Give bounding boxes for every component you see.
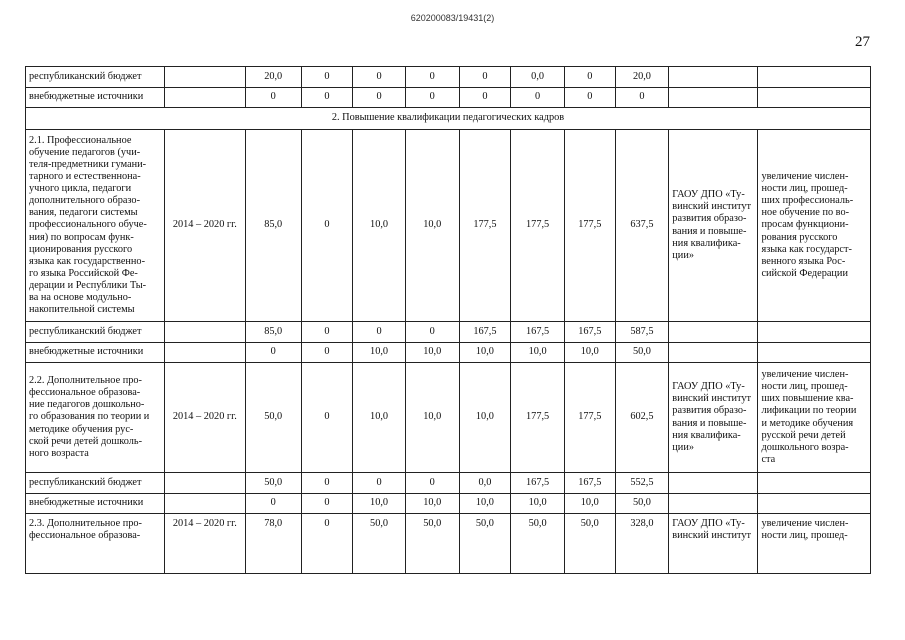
value-2018-cell: 0 (459, 67, 511, 88)
value-2018-cell: 167,5 (459, 322, 511, 343)
period-cell: 2014 – 2020 гг. (164, 130, 245, 322)
total-2014-cell: 0 (245, 494, 301, 514)
total-2014-cell: 85,0 (245, 322, 301, 343)
table-row (26, 343, 871, 363)
value-2016-cell: 0 (353, 473, 406, 494)
value-2017-cell: 10,0 (405, 494, 459, 514)
program-activities-table (25, 66, 871, 574)
table-row (26, 130, 871, 322)
period-cell (164, 343, 245, 363)
activity-name-cell: внебюджетные источники (26, 88, 165, 108)
value-2015-cell: 0 (301, 88, 353, 108)
value-2017-cell: 0 (405, 88, 459, 108)
value-2015-cell: 0 (301, 343, 353, 363)
expected-result-cell (758, 88, 871, 108)
expected-result-cell (758, 67, 871, 88)
executor-cell: ГАОУ ДПО «Ту- винский институт (669, 514, 758, 574)
table-row (26, 322, 871, 343)
table-row (26, 88, 871, 108)
total-cell: 328,0 (615, 514, 669, 574)
value-2017-cell: 0 (405, 473, 459, 494)
value-2017-cell: 10,0 (405, 363, 459, 473)
section-title: 2. Повышение квалификации педагогических кадров (26, 108, 871, 130)
total-2014-cell: 50,0 (245, 473, 301, 494)
table-row (26, 494, 871, 514)
total-cell: 0 (615, 88, 669, 108)
expected-result-cell (758, 343, 871, 363)
value-2020-cell: 167,5 (564, 322, 615, 343)
table-row (26, 473, 871, 494)
activity-name-cell: внебюджетные источники (26, 343, 165, 363)
value-2018-cell: 10,0 (459, 343, 511, 363)
executor-cell (669, 343, 758, 363)
section-header-row (26, 108, 871, 130)
value-2016-cell: 10,0 (353, 363, 406, 473)
period-cell (164, 473, 245, 494)
value-2016-cell: 10,0 (353, 343, 406, 363)
total-2014-cell: 0 (245, 343, 301, 363)
value-2018-cell: 50,0 (459, 514, 511, 574)
total-2014-cell: 20,0 (245, 67, 301, 88)
expected-result-cell: увеличение числен- ности лиц, прошед- ших профессиональ- ное обучение по во- просам функциони- рования русского языка как государст- венного языка Рос- сийской Федерации (758, 130, 871, 322)
activity-name-cell: республиканский бюджет (26, 67, 165, 88)
total-cell: 50,0 (615, 494, 669, 514)
value-2016-cell: 10,0 (353, 494, 406, 514)
expected-result-cell (758, 322, 871, 343)
value-2015-cell: 0 (301, 473, 353, 494)
value-2019-cell: 10,0 (511, 494, 565, 514)
value-2016-cell: 50,0 (353, 514, 406, 574)
period-cell (164, 322, 245, 343)
value-2016-cell: 0 (353, 322, 406, 343)
value-2015-cell: 0 (301, 494, 353, 514)
period-cell (164, 88, 245, 108)
activity-name-cell: республиканский бюджет (26, 322, 165, 343)
total-cell: 20,0 (615, 67, 669, 88)
expected-result-cell: увеличение числен- ности лиц, прошед- ших повышение ква- лификации по теории и методике обучения русской речи детей дошкольного возра- ста (758, 363, 871, 473)
value-2020-cell: 177,5 (564, 363, 615, 473)
value-2019-cell: 10,0 (511, 343, 565, 363)
value-2016-cell: 10,0 (353, 130, 406, 322)
total-2014-cell: 50,0 (245, 363, 301, 473)
value-2019-cell: 0 (511, 88, 565, 108)
table-row (26, 514, 871, 574)
activity-name-cell: 2.3. Дополнительное про- фессиональное образова- (26, 514, 165, 574)
total-cell: 50,0 (615, 343, 669, 363)
value-2018-cell: 10,0 (459, 494, 511, 514)
table-row (26, 67, 871, 88)
value-2019-cell: 167,5 (511, 322, 565, 343)
value-2015-cell: 0 (301, 363, 353, 473)
expected-result-cell: увеличение числен- ности лиц, прошед- (758, 514, 871, 574)
value-2018-cell: 177,5 (459, 130, 511, 322)
value-2015-cell: 0 (301, 322, 353, 343)
value-2020-cell: 0 (564, 88, 615, 108)
total-cell: 587,5 (615, 322, 669, 343)
value-2019-cell: 177,5 (511, 363, 565, 473)
activity-name-cell: республиканский бюджет (26, 473, 165, 494)
value-2020-cell: 10,0 (564, 343, 615, 363)
total-cell: 637,5 (615, 130, 669, 322)
value-2017-cell: 10,0 (405, 343, 459, 363)
total-cell: 552,5 (615, 473, 669, 494)
executor-cell (669, 322, 758, 343)
value-2020-cell: 10,0 (564, 494, 615, 514)
executor-cell (669, 67, 758, 88)
executor-cell (669, 494, 758, 514)
executor-cell (669, 88, 758, 108)
value-2020-cell: 0 (564, 67, 615, 88)
value-2017-cell: 50,0 (405, 514, 459, 574)
value-2018-cell: 0 (459, 88, 511, 108)
document-id: 620200083/19431(2) (410, 13, 495, 23)
period-cell (164, 67, 245, 88)
value-2015-cell: 0 (301, 67, 353, 88)
value-2020-cell: 50,0 (564, 514, 615, 574)
executor-cell: ГАОУ ДПО «Ту- винский институт развития образо- вания и повыше- ния квалифика- ции» (669, 363, 758, 473)
value-2018-cell: 10,0 (459, 363, 511, 473)
value-2016-cell: 0 (353, 67, 406, 88)
executor-cell: ГАОУ ДПО «Ту- винский институт развития образо- вания и повыше- ния квалифика- ции» (669, 130, 758, 322)
value-2017-cell: 0 (405, 322, 459, 343)
total-2014-cell: 78,0 (245, 514, 301, 574)
value-2017-cell: 10,0 (405, 130, 459, 322)
value-2016-cell: 0 (353, 88, 406, 108)
table-row (26, 363, 871, 473)
value-2019-cell: 167,5 (511, 473, 565, 494)
expected-result-cell (758, 494, 871, 514)
value-2018-cell: 0,0 (459, 473, 511, 494)
value-2015-cell: 0 (301, 130, 353, 322)
expected-result-cell (758, 473, 871, 494)
value-2020-cell: 177,5 (564, 130, 615, 322)
period-cell: 2014 – 2020 гг. (164, 363, 245, 473)
value-2015-cell: 0 (301, 514, 353, 574)
total-2014-cell: 0 (245, 88, 301, 108)
value-2019-cell: 50,0 (511, 514, 565, 574)
value-2017-cell: 0 (405, 67, 459, 88)
period-cell (164, 494, 245, 514)
value-2019-cell: 177,5 (511, 130, 565, 322)
activity-name-cell: 2.1. Профессиональное обучение педагогов (учи- теля-предметники гумани- тарного и естественнона- учного цикла, педагоги дополнительного образо- вания, педагоги системы профессионального обуче- ния) по вопросам функ- ционирования русского языка как государственно- го языка Российской Фе- дерации и Республики Ты- ва на основе модульно- накопительной системы (26, 130, 165, 322)
value-2020-cell: 167,5 (564, 473, 615, 494)
activity-name-cell: 2.2. Дополнительное про- фессиональное образова- ние педагогов дошкольно- го образования по теории и методике обучения рус- ской речи детей дошколь- ного возраста (26, 363, 165, 473)
activity-name-cell: внебюджетные источники (26, 494, 165, 514)
total-2014-cell: 85,0 (245, 130, 301, 322)
executor-cell (669, 473, 758, 494)
page-number: 27 (855, 34, 870, 50)
period-cell: 2014 – 2020 гг. (164, 514, 245, 574)
value-2019-cell: 0,0 (511, 67, 565, 88)
total-cell: 602,5 (615, 363, 669, 473)
